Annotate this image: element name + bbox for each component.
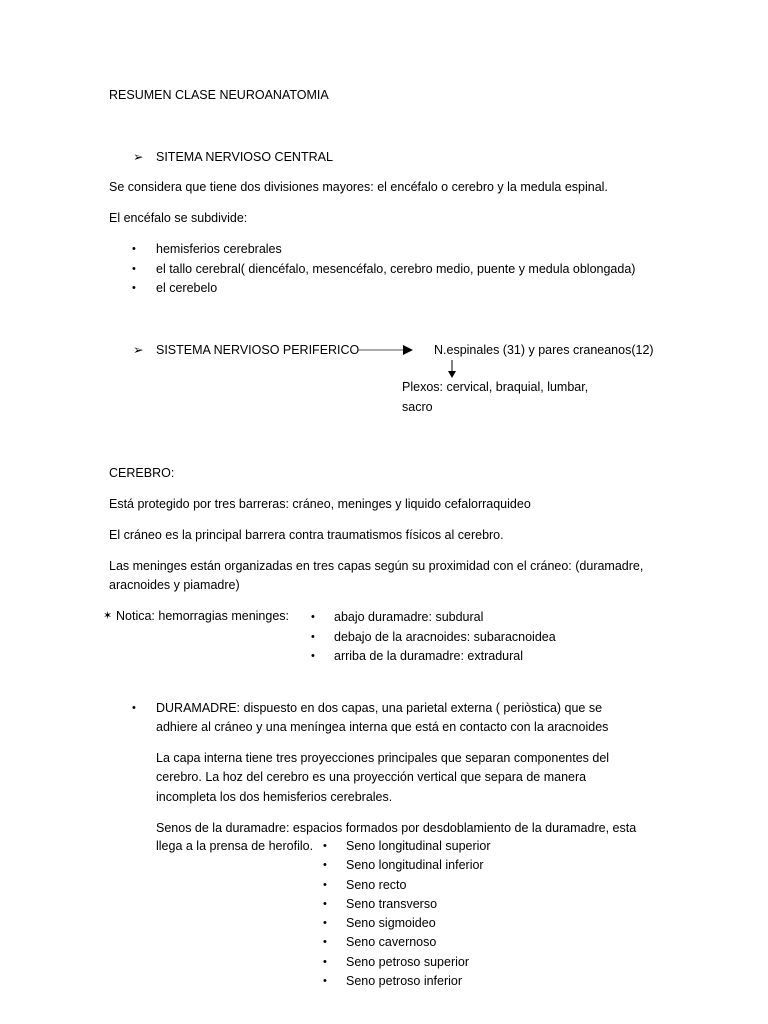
senos-line-1: Senos de la duramadre: espacios formados por desdoblamiento de la duramadre, esta	[156, 821, 637, 835]
duramadre-p2-line-3: incompleta los dos hemisferios cerebrales.	[156, 790, 393, 804]
list-item: Seno cavernoso	[346, 935, 437, 949]
bullet-icon: •	[311, 611, 315, 623]
bullet-icon: •	[323, 917, 327, 929]
connector-arrow-icon	[355, 343, 425, 359]
list-item: Seno longitudinal inferior	[346, 858, 484, 872]
bullet-icon: •	[132, 263, 136, 275]
list-item: el cerebelo	[156, 281, 218, 295]
bullet-icon: •	[132, 243, 136, 255]
list-item: el tallo cerebral( diencéfalo, mesencéfalo, cerebro medio, puente y medula oblongada)	[156, 262, 636, 276]
snc-text-2: El encéfalo se subdivide:	[109, 211, 248, 225]
snp-heading: SISTEMA NERVIOSO PERIFERICO	[156, 343, 360, 357]
bullet-icon: •	[132, 282, 136, 294]
cerebro-p3-line-2: aracnoides y piamadre)	[109, 578, 240, 592]
list-item: Seno transverso	[346, 897, 438, 911]
duramadre-p2-line-1: La capa interna tiene tres proyecciones principales que separan componentes del	[156, 751, 610, 765]
star-icon: ✶	[103, 610, 113, 622]
plexos-line-1: Plexos: cervical, braquial, lumbar,	[402, 380, 589, 394]
snc-text-1: Se considera que tiene dos divisiones mayores: el encéfalo o cerebro y la medula espinal.	[109, 180, 608, 194]
bullet-icon: •	[323, 936, 327, 948]
duramadre-line-2: adhiere al cráneo y una meníngea interna que está en contacto con la aracnoides	[156, 720, 609, 734]
duramadre-line-1: DURAMADRE: dispuesto en dos capas, una parietal externa ( periòstica) que se	[156, 701, 603, 715]
list-item: Seno recto	[346, 878, 407, 892]
cerebro-p1: Está protegido por tres barreras: cráneo, meninges y liquido cefalorraquideo	[109, 497, 531, 511]
bullet-icon: •	[323, 859, 327, 871]
list-item: hemisferios cerebrales	[156, 242, 282, 256]
list-item: Seno sigmoideo	[346, 916, 436, 930]
bullet-icon: •	[323, 840, 327, 852]
arrow-bullet-icon: ➢	[133, 150, 144, 164]
cerebro-p2: El cráneo es la principal barrera contra traumatismos físicos al cerebro.	[109, 528, 504, 542]
bullet-icon: •	[323, 898, 327, 910]
bullet-icon: •	[311, 631, 315, 643]
arrow-bullet-icon: ➢	[133, 343, 144, 357]
list-item: abajo duramadre: subdural	[334, 610, 484, 624]
duramadre-p2-line-2: cerebro. La hoz del cerebro es una proyección vertical que separa de manera	[156, 770, 587, 784]
bullet-icon: •	[323, 956, 327, 968]
list-item: debajo de la aracnoides: subaracnoidea	[334, 630, 556, 644]
snc-heading: SITEMA NERVIOSO CENTRAL	[156, 150, 333, 164]
list-item: Seno petroso inferior	[346, 974, 463, 988]
snp-right-text: N.espinales (31) y pares craneanos(12)	[434, 343, 654, 357]
cerebro-heading: CEREBRO:	[109, 466, 175, 480]
list-item: Seno longitudinal superior	[346, 839, 491, 853]
bullet-icon: •	[132, 702, 136, 714]
plexos-line-2: sacro	[402, 400, 433, 414]
cerebro-p3-line-1: Las meninges están organizadas en tres capas según su proximidad con el cráneo: (duramadre,	[109, 559, 644, 573]
bullet-icon: •	[323, 879, 327, 891]
list-item: Seno petroso superior	[346, 955, 469, 969]
senos-line-2: llega a la prensa de herofilo.	[156, 839, 314, 853]
bullet-icon: •	[311, 650, 315, 662]
notica-label: Notica: hemorragias meninges:	[116, 609, 289, 623]
page-title: RESUMEN CLASE NEUROANATOMIA	[109, 88, 329, 102]
bullet-icon: •	[323, 975, 327, 987]
list-item: arriba de la duramadre: extradural	[334, 649, 523, 663]
